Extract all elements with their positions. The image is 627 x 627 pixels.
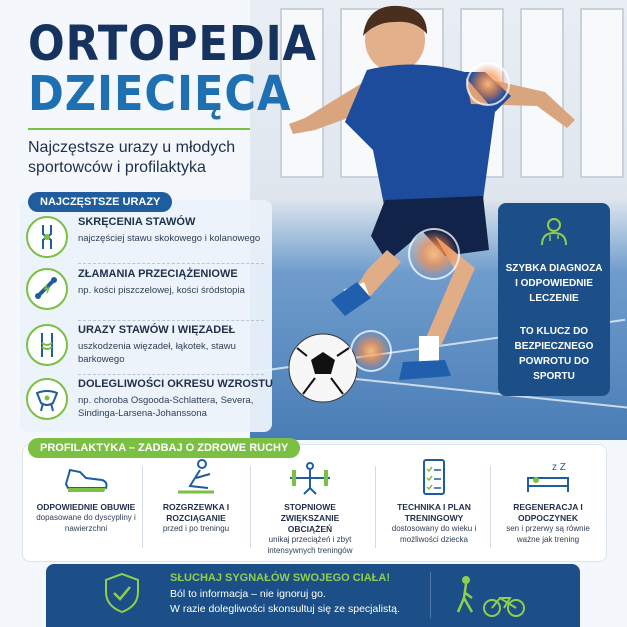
divider xyxy=(78,263,264,264)
injury-desc: najczęściej stawu skokowego i kolanowego xyxy=(78,233,261,244)
divider xyxy=(375,466,376,548)
banner-heading: SŁUCHAJ SYGNAŁÓW SWOJEGO CIAŁA! xyxy=(170,572,391,584)
bone-fracture-icon xyxy=(26,268,68,310)
page-subtitle: Najczęstsze urazy u młodych sportowców i profilaktyka xyxy=(28,139,236,176)
injury-desc: np. kości piszczelowej, kości śródstopia xyxy=(78,285,245,296)
prevention-desc: przed i po treningu xyxy=(162,524,230,533)
injury-title: URAZY STAWÓW I WIĘZADEŁ xyxy=(78,324,236,336)
info-line1: SZYBKA DIAGNOZA I ODPOWIEDNIE LECZENIE xyxy=(505,263,603,304)
prevention-desc: sen i przerwy są równie ważne jak trening xyxy=(506,524,590,544)
prevention-item xyxy=(382,458,486,558)
prevention-title: TECHNIKA I PLAN TRENINGOWY xyxy=(397,502,471,523)
injury-desc: uszkodzenia więzadeł, łąkotek, stawu barkowego xyxy=(78,341,236,365)
injuries-label: NAJCZĘSTSZE URAZY xyxy=(28,192,172,212)
injury-item xyxy=(26,268,272,320)
prevention-title: REGENERACJA I ODPOCZYNEK xyxy=(513,502,583,523)
injury-title: ZŁAMANIA PRZECIĄŻENIOWE xyxy=(78,268,238,280)
title-divider xyxy=(28,128,250,130)
shoulder-highlight xyxy=(466,62,510,106)
barbell-icon xyxy=(258,458,362,498)
injury-item xyxy=(26,324,272,376)
sleep-bed-icon xyxy=(496,458,600,498)
banner-line1: Ból to informacja – nie ignoruj go. xyxy=(170,588,326,600)
prevention-item xyxy=(258,458,362,558)
divider xyxy=(490,466,491,548)
divider xyxy=(250,466,251,548)
prevention-desc: unikaj przeciążeń i zbyt intensywnych treningów xyxy=(267,535,353,555)
injury-item xyxy=(26,378,272,430)
clipboard-checklist-icon xyxy=(382,458,486,498)
prevention-title: ROZGRZEWKA I ROZCIĄGANIE xyxy=(162,502,230,523)
shield-check-icon xyxy=(104,572,140,614)
prevention-item xyxy=(144,458,248,558)
joint-ligament-icon xyxy=(26,324,68,366)
injury-title: DOLEGLIWOŚCI OKRESU WZROSTU xyxy=(78,378,273,390)
divider xyxy=(78,320,264,321)
page-title-line2: DZIECIĘCA xyxy=(28,66,292,122)
diagnosis-info-box xyxy=(498,203,610,396)
knee-highlight xyxy=(408,228,460,280)
banner-line2: W razie dolegliwości skonsultuj się ze specjalistą. xyxy=(170,603,400,615)
doctor-icon xyxy=(538,215,570,247)
knee-joint-icon xyxy=(26,216,68,258)
page-title-line1: ORTOPEDIA xyxy=(28,16,317,72)
injury-title: SKRĘCENIA STAWÓW xyxy=(78,216,196,228)
prevention-title: ODPOWIEDNIE OBUWIE xyxy=(36,502,136,512)
injury-desc: np. choroba Osgooda-Schlattera, Severa, Sindinga-Larsena-Johanssona xyxy=(78,395,254,419)
svg-text:z Z: z Z xyxy=(552,462,566,473)
prevention-item xyxy=(496,458,600,558)
prevention-desc: dostosowany do wieku i możliwości dziecka xyxy=(391,524,477,544)
prevention-title: STOPNIOWE ZWIĘKSZANIE OBCIĄŻEŃ xyxy=(280,502,340,534)
pelvis-growth-icon xyxy=(26,378,68,420)
prevention-item xyxy=(34,458,138,558)
divider xyxy=(78,374,264,375)
sneaker-icon xyxy=(34,458,138,498)
ankle-highlight xyxy=(350,330,392,372)
injury-item xyxy=(26,216,272,268)
prevention-label: PROFILAKTYKA – ZADBAJ O ZDROWE RUCHY xyxy=(28,438,300,458)
info-line2: TO KLUCZ DO BEZPIECZNEGO POWROTU DO SPORTU xyxy=(514,326,594,382)
kid-bike-icon xyxy=(448,572,528,618)
divider xyxy=(430,572,431,618)
prevention-desc: dopasowane do dyscypliny i nawierzchni xyxy=(36,513,136,533)
divider xyxy=(142,466,143,548)
stretching-icon xyxy=(144,458,248,498)
